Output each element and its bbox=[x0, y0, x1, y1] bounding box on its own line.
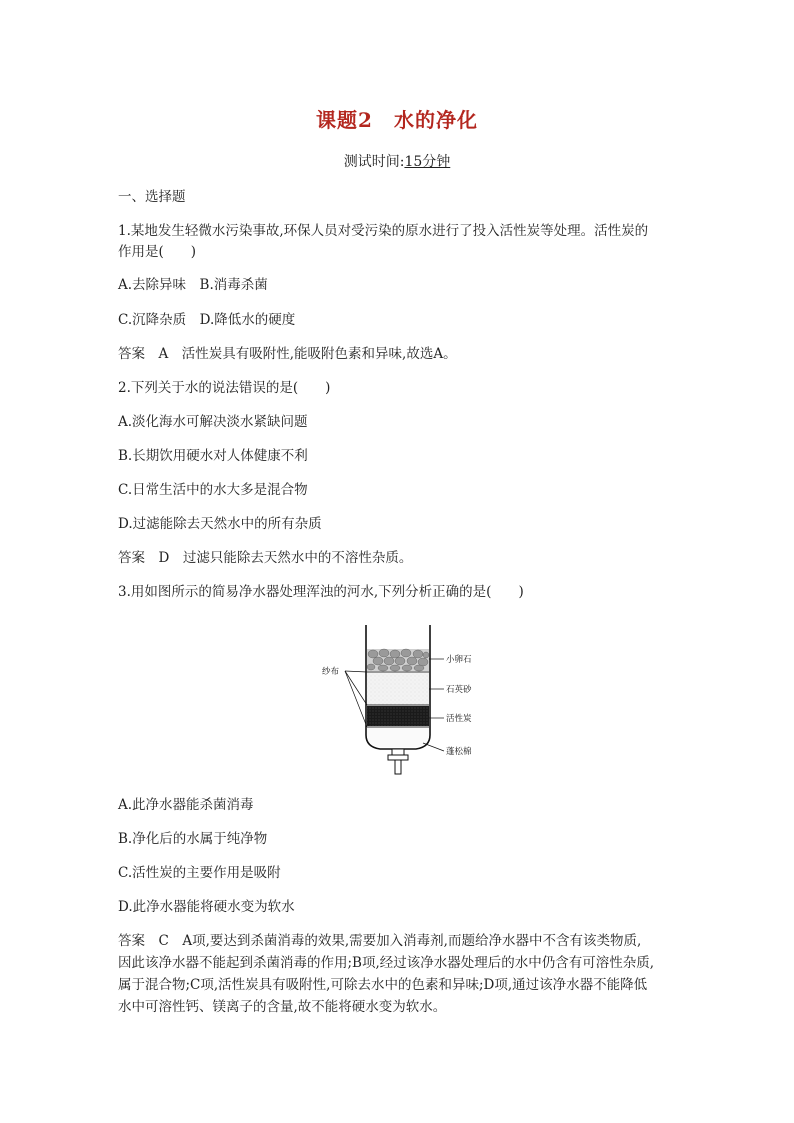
outlet-cap bbox=[392, 749, 404, 755]
q3-answer-line2: 因此该净水器不能起到杀菌消毒的作用;B项,经过该净水器处理后的水中仍含有可溶性杂质, bbox=[118, 955, 655, 971]
water-purifier-figure bbox=[318, 623, 478, 783]
section-heading: 一、选择题 bbox=[118, 189, 186, 205]
q2-option-d: D.过滤能除去天然水中的所有杂质 bbox=[118, 516, 322, 532]
cotton-layer bbox=[367, 728, 429, 747]
q3-answer-line1: 答案 C A项,要达到杀菌消毒的效果,需要加入消毒剂,而题给净水器中不含有该类物质, bbox=[118, 933, 642, 949]
q3-stem: 3.用如图所示的简易净水器处理浑浊的河水,下列分析正确的是( ) bbox=[118, 584, 524, 600]
q3-answer-line3: 属于混合物;C项,活性炭具有吸附性,可除去水中的色素和异味;D项,通过该净水器不能降低 bbox=[118, 977, 648, 993]
q2-stem: 2.下列关于水的说法错误的是( ) bbox=[118, 380, 331, 396]
q2-option-c: C.日常生活中的水大多是混合物 bbox=[118, 482, 308, 498]
q3-answer-line4: 水中可溶性钙、镁离子的含量,故不能将硬水变为软水。 bbox=[118, 999, 447, 1015]
outlet-pipe bbox=[395, 760, 401, 774]
water-purifier-diagram bbox=[318, 623, 478, 783]
test-time-label: 测试时间: bbox=[343, 154, 405, 170]
q1-options-line2: C.沉降杂质 D.降低水的硬度 bbox=[118, 312, 296, 328]
label-pebbles: 小卵石 bbox=[446, 655, 472, 665]
q3-option-c: C.活性炭的主要作用是吸附 bbox=[118, 865, 281, 881]
label-carbon: 活性炭 bbox=[446, 714, 472, 724]
gauze-leaders bbox=[345, 671, 367, 727]
q3-option-b: B.净化后的水属于纯净物 bbox=[118, 831, 268, 847]
test-time bbox=[0, 151, 794, 171]
test-time-value: 15分钟 bbox=[404, 154, 451, 170]
label-sand: 石英砂 bbox=[446, 685, 472, 695]
q2-option-b: B.长期饮用硬水对人体健康不利 bbox=[118, 448, 308, 464]
q2-answer: 答案 D 过滤只能除去天然水中的不溶性杂质。 bbox=[118, 550, 413, 566]
label-cotton: 蓬松棉 bbox=[446, 747, 472, 757]
q3-option-a: A.此净水器能杀菌消毒 bbox=[118, 797, 254, 813]
outlet-ring bbox=[388, 755, 408, 760]
q2-option-a: A.淡化海水可解决淡水紧缺问题 bbox=[118, 414, 308, 430]
q1-options-line1: A.去除异味 B.消毒杀菌 bbox=[118, 277, 268, 293]
page-title: 课题2 水的净化 bbox=[316, 108, 478, 132]
q3-option-d: D.此净水器能将硬水变为软水 bbox=[118, 899, 295, 915]
q1-stem-line1: 1.某地发生轻微水污染事故,环保人员对受污染的原水进行了投入活性炭等处理。活性炭的 bbox=[118, 223, 649, 239]
label-gauze: 纱布 bbox=[322, 667, 340, 677]
q1-stem-line2: 作用是( ) bbox=[118, 244, 197, 260]
carbon-layer bbox=[367, 706, 429, 726]
sand-layer bbox=[367, 673, 429, 705]
q1-answer: 答案 A 活性炭具有吸附性,能吸附色素和异味,故选A。 bbox=[118, 346, 457, 362]
